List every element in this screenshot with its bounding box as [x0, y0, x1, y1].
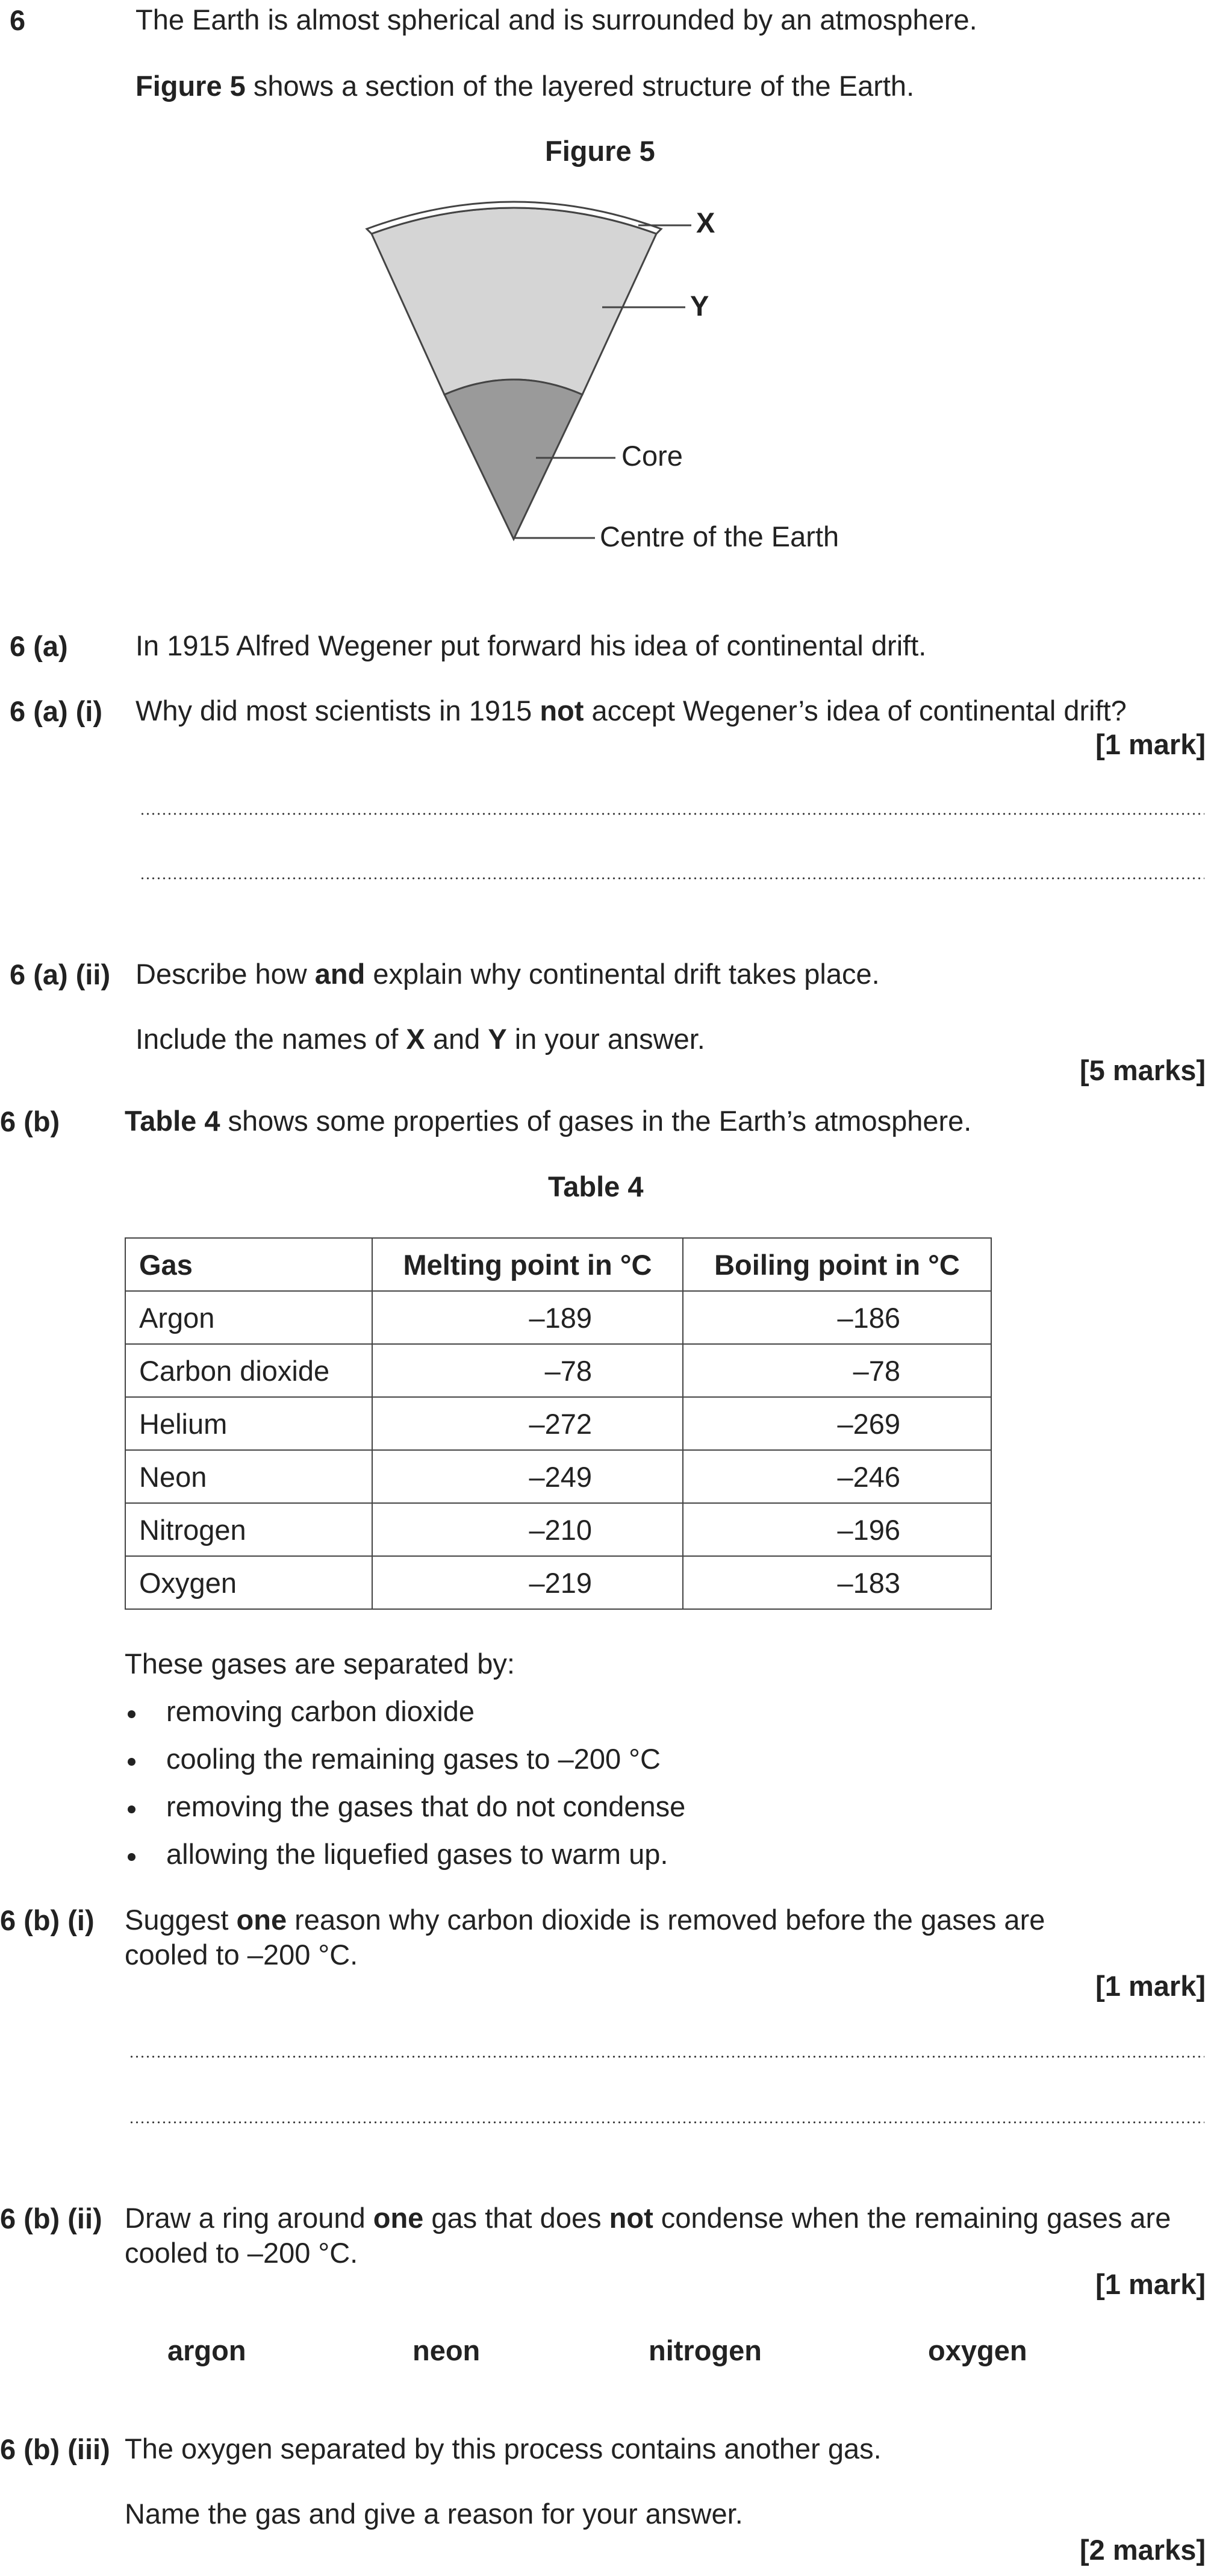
q6aii-line1-post: explain why continental drift takes place.	[365, 958, 880, 990]
q6bii-line1-one: one	[373, 2202, 424, 2234]
question-number: 6	[10, 4, 26, 36]
q6ai-text-post: accept Wegener’s idea of continental drift?	[584, 695, 1127, 727]
q6b-label: 6 (b)	[0, 1105, 60, 1137]
bullet-icon	[128, 1853, 135, 1861]
core-layer	[444, 380, 582, 539]
q6aii-line1-pre: Describe how	[135, 958, 315, 990]
q6aii-label: 6 (a) (ii)	[10, 958, 111, 990]
q6bii-label: 6 (b) (ii)	[0, 2202, 102, 2234]
answer-line[interactable]	[140, 813, 1204, 815]
q6aii-line2-pre: Include the names of	[135, 1023, 406, 1055]
table-row	[125, 1503, 991, 1556]
q6bii-marks: [1 mark]	[1095, 2268, 1206, 2300]
table-row	[125, 1344, 991, 1397]
boiling-point: –196	[683, 1503, 991, 1556]
boiling-point: –269	[683, 1397, 991, 1450]
q6aii-line2-mid: and	[425, 1023, 488, 1055]
figure-ref: Figure 5	[135, 70, 246, 102]
gas-name: Neon	[125, 1450, 372, 1503]
q6aii-line2-post: in your answer.	[506, 1023, 705, 1055]
boiling-point: –78	[683, 1344, 991, 1397]
q6biii-line-2: Name the gas and give a reason for your answer.	[125, 2498, 743, 2530]
q6ai-label: 6 (a) (i)	[10, 695, 103, 727]
bullet-item: allowing the liquefied gases to warm up.	[166, 1838, 668, 1870]
earth-structure-figure	[0, 0, 1208, 602]
gas-name: Oxygen	[125, 1556, 372, 1609]
bullet-icon	[128, 1805, 135, 1813]
option-argon[interactable]: argon	[167, 2334, 246, 2366]
gas-name: Helium	[125, 1397, 372, 1450]
melting-point: –78	[372, 1344, 683, 1397]
header-boiling: Boiling point in °C	[683, 1238, 991, 1291]
option-neon[interactable]: neon	[413, 2334, 481, 2366]
figure-title: Figure 5	[545, 135, 655, 167]
q6biii-label: 6 (b) (iii)	[0, 2433, 110, 2465]
melting-point: –219	[372, 1556, 683, 1609]
answer-line[interactable]	[129, 2121, 1204, 2124]
q6bii-line-1	[125, 2201, 1171, 2236]
boiling-point: –183	[683, 1556, 991, 1609]
q6bi-label: 6 (b) (i)	[0, 1904, 95, 1936]
gas-name: Nitrogen	[125, 1503, 372, 1556]
gas-properties-table	[125, 1237, 992, 1610]
separation-intro: These gases are separated by:	[125, 1648, 515, 1680]
melting-point: –189	[372, 1291, 683, 1344]
table-header-row	[125, 1238, 991, 1291]
table-ref: Table 4	[125, 1105, 220, 1137]
q6ai-marks: [1 mark]	[1095, 728, 1206, 760]
option-oxygen[interactable]: oxygen	[928, 2334, 1027, 2366]
q6a-text: In 1915 Alfred Wegener put forward his idea of continental drift.	[135, 630, 927, 661]
table-title: Table 4	[548, 1171, 644, 1202]
q6aii-line2-y: Y	[488, 1023, 507, 1055]
label-y: Y	[690, 290, 709, 322]
bullet-item: cooling the remaining gases to –200 °C	[166, 1743, 661, 1775]
gas-name: Carbon dioxide	[125, 1344, 372, 1397]
melting-point: –249	[372, 1450, 683, 1503]
bullet-item: removing carbon dioxide	[166, 1695, 475, 1727]
q6bii-line1-pre: Draw a ring around	[125, 2202, 373, 2234]
bullet-icon	[128, 1710, 135, 1718]
q6ai-text	[135, 693, 1127, 728]
table-row	[125, 1397, 991, 1450]
q6ai-text-pre: Why did most scientists in 1915	[135, 695, 540, 727]
header-gas: Gas	[125, 1238, 372, 1291]
mantle-layer	[372, 208, 656, 395]
melting-point: –210	[372, 1503, 683, 1556]
answer-line[interactable]	[140, 877, 1204, 880]
q6ai-text-bold: not	[540, 695, 584, 727]
option-nitrogen[interactable]: nitrogen	[649, 2334, 762, 2366]
q6bi-line1-bold: one	[236, 1904, 287, 1936]
bullet-item: removing the gases that do not condense	[166, 1790, 686, 1822]
q6bii-line1-not: not	[609, 2202, 653, 2234]
q6bi-line-2: cooled to –200 °C.	[125, 1939, 358, 1971]
header-melting: Melting point in °C	[372, 1238, 683, 1291]
q6bi-line-1	[125, 1902, 1045, 1937]
label-x: X	[696, 207, 715, 239]
boiling-point: –246	[683, 1450, 991, 1503]
q6aii-line2-x: X	[406, 1023, 425, 1055]
q6aii-line1-bold: and	[314, 958, 366, 990]
q6aii-marks: [5 marks]	[1080, 1054, 1206, 1086]
q6aii-line-1	[135, 957, 880, 992]
bullet-icon	[128, 1758, 135, 1766]
q6biii-marks: [2 marks]	[1080, 2534, 1206, 2566]
boiling-point: –186	[683, 1291, 991, 1344]
intro-line-2-rest: shows a section of the layered structure of the Earth.	[245, 70, 915, 102]
q6b-text	[125, 1104, 971, 1139]
intro-line-1: The Earth is almost spherical and is surrounded by an atmosphere.	[135, 4, 977, 36]
q6bi-line1-post: reason why carbon dioxide is removed before the gases are	[287, 1904, 1045, 1936]
q6bi-marks: [1 mark]	[1095, 1970, 1206, 2002]
label-centre: Centre of the Earth	[600, 521, 839, 552]
q6aii-line-2	[135, 1022, 705, 1057]
q6b-text-rest: shows some properties of gases in the Earth’s atmosphere.	[220, 1105, 972, 1137]
q6biii-line-1: The oxygen separated by this process contains another gas.	[125, 2433, 882, 2465]
table-row	[125, 1556, 991, 1609]
q6bi-line1-pre: Suggest	[125, 1904, 237, 1936]
q6bii-line1-mid: gas that does	[423, 2202, 609, 2234]
table-row	[125, 1450, 991, 1503]
label-core: Core	[621, 440, 683, 472]
table-row	[125, 1291, 991, 1344]
q6a-label: 6 (a)	[10, 630, 68, 662]
answer-line[interactable]	[129, 2055, 1204, 2058]
q6bii-line-2: cooled to –200 °C.	[125, 2237, 358, 2269]
gas-name: Argon	[125, 1291, 372, 1344]
q6bii-line1-post: condense when the remaining gases are	[653, 2202, 1171, 2234]
melting-point: –272	[372, 1397, 683, 1450]
